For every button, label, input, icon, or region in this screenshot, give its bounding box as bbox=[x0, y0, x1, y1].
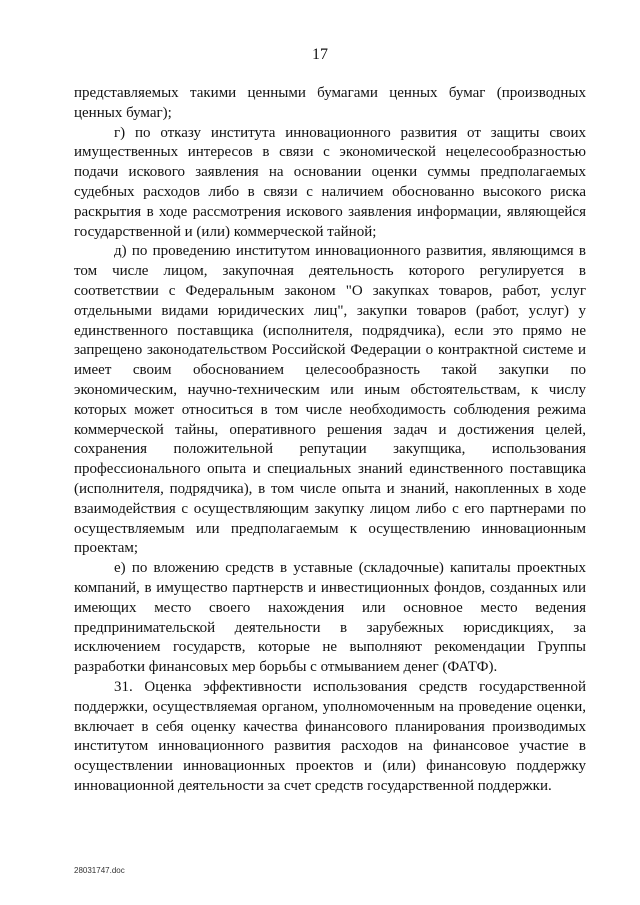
document-body bbox=[74, 84, 586, 797]
page-number: 17 bbox=[312, 46, 328, 63]
paragraph-clause-31: 31. Оценка эффективности использования средств государственной поддержки, осуществляемая органом, уполномоченным на проведение оценки, включает в себя оценку качества финансового планирования производимых институтом инновационного развития расходов на финансовое участие в осуществлении инновационных проектов и (или) финансовую поддержку инновационной деятельности за счет средств государственной поддержки. bbox=[74, 678, 586, 794]
paragraph-continuation: представляемых такими ценными бумагами ценных бумаг (производных ценных бумаг); bbox=[74, 85, 586, 121]
paragraph-item-d: д) по проведению институтом инновационного развития, являющимся в том числе лицом, закупочная деятельность которого регулируется в соответствии с Федеральным законом "О закупках товаров, работ, услуг отдельными видами юридических лиц", закупки товаров (работ, услуг) у единственного поставщика (исполнителя, подрядчика), если это прямо не запрещено законодательством Российской Федерации о контрактной системе и имеет своим обоснованием целесообразность такой закупки по экономическим, научно-техническим или иным обстоятельствам, к числу которых может относиться в том числе необходимость соблюдения режима коммерческой тайны, оперативного решения задач и достижения целей, сохранения положительной репутации закупщика, использования профессионального опыта и специальных знаний единственного поставщика (исполнителя, подрядчика), в том числе опыта и знаний, накопленных в ходе взаимодействия с осуществляющим закупку лицом либо с его партнерами по осуществляемым или предполагаемым к осуществлению инновационным проектам; bbox=[74, 243, 586, 557]
paragraph-item-e: е) по вложению средств в уставные (складочные) капиталы проектных компаний, в имущество партнерств и инвестиционных фондов, созданных или имеющих место своего нахождения или основное место ведения предпринимательской деятельности в зарубежных юрисдикциях, за исключением государств, которые не выполняют рекомендации Группы разработки финансовых мер борьбы с отмыванием денег (ФАТФ). bbox=[74, 560, 586, 676]
document-file-code: 28031747.doc bbox=[74, 866, 125, 875]
paragraph-item-g: г) по отказу института инновационного развития от защиты своих имущественных интересов в связи с экономической нецелесообразностью подачи искового заявления на основании оценки суммы предполагаемых судебных расходов либо в связи с наличием обоснованно высокого риска раскрытия в ходе рассмотрения искового заявления информации, являющейся государственной и (или) коммерческой тайной; bbox=[74, 124, 586, 240]
